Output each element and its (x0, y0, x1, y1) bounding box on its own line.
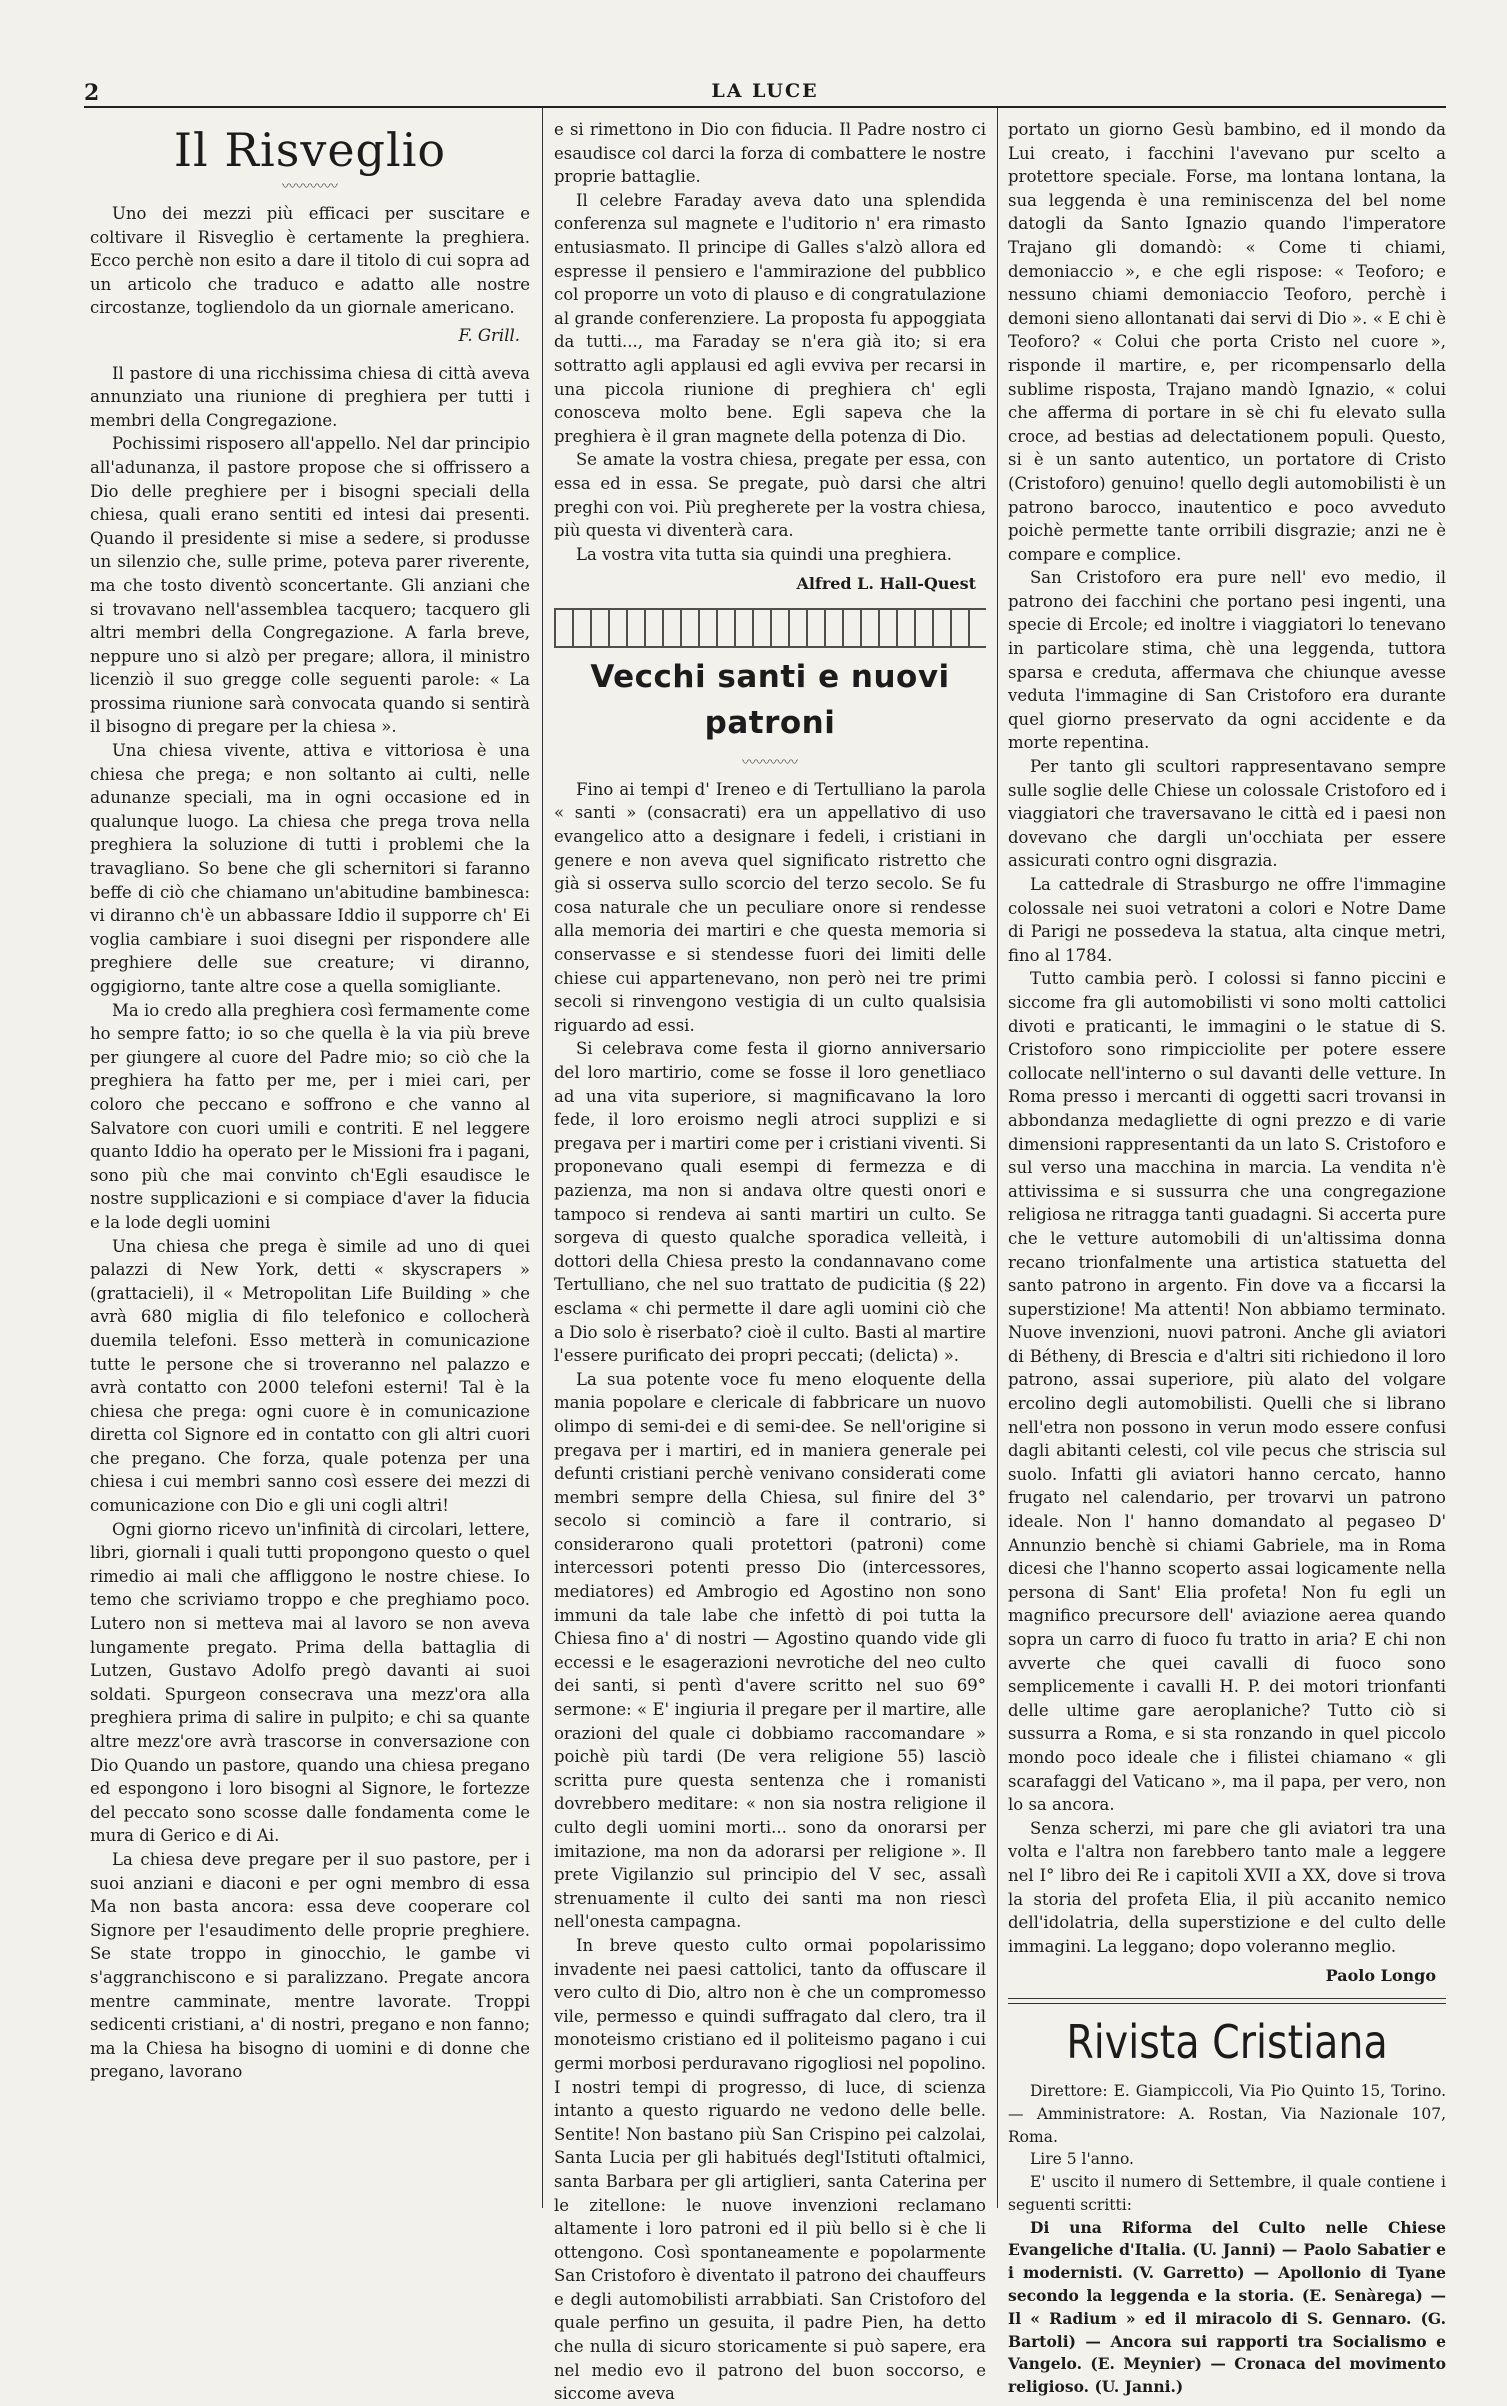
paragraph: Uno dei mezzi più efficaci per suscitare e coltivare il Risveglio è certamente la preghiera. Ecco perchè non esito a dare il titolo di cui sopra ad un articolo che traduco e adatto alle nostre circostanze, togliendolo da un giornale americano. (90, 204, 530, 318)
paragraph: Se amate la vostra chiesa, pregate per essa, con essa ed in essa. Se pregate, può darsi che altri preghi con voi. Più pregherete per la vostra chiesa, più questa vi diventerà cara. (554, 450, 986, 541)
paragraph: e si rimettono in Dio con fiducia. Il Padre nostro ci esaudisce col darci la forza di combattere le nostre proprie battaglie. (554, 120, 986, 187)
advert-line: Di una Riforma del Culto nelle Chiese Evangeliche d'Italia. (U. Janni) — Paolo Sabatier e i modernisti. (V. Garretto) — Apollonio di Tyane secondo la leggenda e la storia. (E. Senàrega) — Il « Radium » ed il miracolo di S. Gennaro. (G. Bartoli) — Ancora sui rapporti tra Socialismo e Vangelo. (E. Meynier) — Cronaca del movimento religioso. (U. Janni.) (1008, 2217, 1446, 2397)
advert-line: Direttore: E. Giampiccoli, Via Pio Quinto 15, Torino. — Amministratore: A. Rostan, Via Nazionale 107, Roma. (1008, 2081, 1446, 2146)
paragraph: Senza scherzi, mi pare che gli aviatori tra una volta e l'altra non farebbero tanto male a leggere nel I° libro dei Re i capitoli XVII a XX, dove si trova la storia del profeta Elia, il più accanito nemico dell'idolatria, della superstizione e del culto delle immagini. La leggano; dopo voleranno meglio. (1008, 1818, 1446, 1956)
column-3 (1008, 118, 1446, 2397)
paragraph: La cattedrale di Strasburgo ne offre l'immagine colossale nei suoi vetratoni a colori e Notre Dame di Parigi ne possedeva la statua, alta cinque metri, fino al 1784. (1008, 875, 1446, 965)
paragraph: In breve questo culto ormai popolarissimo invadente nei paesi cattolici, tanto da offuscare il vero culto di Dio, altro non è che un compromesso vile, permesso e quindi suffragato dal clero, tra il monoteismo cristiano ed il politeismo pagano i cui germi morbosi perduravano rigogliosi nel popolino. I nostri tempi di progresso, di luce, di scienza intanto a questo riguardo ne vedono delle belle. Sentite! Non bastano più San Crispino pei calzolai, Santa Lucia per gli habitués degl'Istituti oftalmici, santa Barbara per gli artiglieri, santa Caterina per le zitellone: le nuove invenzioni reclamano altamente i loro patroni ed il più bello si è che li ottengono. Così spontaneamente e popolarmente San Cristoforo è diventato il patrono dei chauffeurs e degli automobilisti arrabbiati. San Cristoforo del quale perfino un gesuita, il padre Pien, ha detto che nulla di sicuro storicamente si può sapere, era nel medio evo il patrono del buon soccorso, e siccome aveva (554, 1935, 986, 2404)
paragraph: portato un giorno Gesù bambino, ed il mondo da Lui creato, i facchini l'avevano pur scelto a protettore speciale. Forse, ma lontana lontana, la sua leggenda è una reminiscenza del bel nome datogli da Santo Ignazio quando l'imperatore Trajano gli domandò: « Come ti chiami, demoniaccio », e che egli rispose: « Teoforo; e nessuno chiami demoniaccio Teoforo, perchè i demoni sieno allontanati dai servi di Dio ». « E chi è Teoforo? « Colui che porta Cristo nel cuore », risponde il martire, e, per ricompensarlo della sublime risposta, Trajano mandò Ignazio, « colui che afferma di portare in sè chi fu elevato sulla croce, ad bestias ad delectationem populi. Questo, si è un santo autentico, un portatore di Cristo (Cristoforo) genuino! quello degli automobilisti è un patrono barocco, inautentico e poco avveduto poichè permette tante orribili disgrazie; anzi ne è compare e complice. (1008, 120, 1446, 564)
paragraph: Fino ai tempi d' Ireneo e di Tertulliano la parola « santi » (consacrati) era un appellativo di uso evangelico atto a designare i fedeli, i cristiani in genere e non aveva quel significato ristretto che già si osserva sullo scorcio del terzo secolo. Se fu cosa naturale che un peculiare onore si rendesse alla memoria dei martiri e che questa memoria si conservasse e si stendesse fuori dei limiti delle chiese cui appartenevano, non però nei tre primi secoli si rinvengono vestigia di un culto qualsisia riguardo ad essi. (554, 779, 986, 1035)
article-title: Il Risveglio (173, 123, 447, 177)
paragraph: La chiesa deve pregare per il suo pastore, per i suoi anziani e diaconi e per ogni membro di essa Ma non basta ancora: essa deve cooperare col Signore per l'esaudimento delle proprie preghiere. Se state troppo in ginocchio, le gambe vi s'aggranchiscono e si paralizzano. Pregate ancora mentre camminate, mentre lavorate. Troppi sedicenti cristiani, a' di nostri, pregano e non fanno; ma la Chiesa ha bisogno di uomini e di donne che pregano, lavorano (90, 1849, 530, 2082)
column-1 (90, 118, 530, 2203)
article-signature: Alfred L. Hall-Quest (796, 574, 976, 594)
paragraph: La vostra vita tutta sia quindi una preghiera. (576, 544, 953, 564)
paragraph: La sua potente voce fu meno eloquente della mania popolare e clericale di fabbricare un nuovo olimpo di semi-dei e di semi-dee. Se nell'origine si pregava per i martiri, ed in maniera generale pei defunti cristiani perchè venivano considerati come membri sempre della Chiesa, sul finire del 3° secolo si cominciò a fare il contrario, si considerarono quali protettori (patroni) come intercessori potenti presso Dio (intercessores, mediatores) ed Ambrogio ed Agostino non sono immuni da tale labe che infettò di poi tutta la Chiesa fino a' di nostri — Agostino quando vide gli eccessi e le esagerazioni nevrotiche del neo culto dei santi, si pentì d'avere scritto nel suo 69° sermone: « E' ingiuria il pregare per il martire, alle orazioni del quale ci dobbiamo raccomandare » poichè più tardi (De vera religione 55) lasciò scritta pure questa sentenza che i romanisti dovrebbero meditare: « non sia nostra religione il culto degli uomini morti... sono da onorarsi per imitazione, ma non da adorarsi per religione ». Il prete Vigilanzio sul principio del V sec, assalì strenuamente il culto dei santi ma non riescì nell'onesta campagna. (554, 1369, 986, 1932)
advert-line: E' uscito il numero di Settembre, il quale contiene i seguenti scritti: (1008, 2173, 1446, 2214)
title-ornament: 〰〰〰〰 (282, 179, 338, 195)
section-divider (1008, 1998, 1446, 1999)
paragraph: Il pastore di una ricchissima chiesa di città aveva annunziato una riunione di preghiera per tutti i membri della Congregazione. (90, 363, 530, 430)
advert-title: Rivista Cristiana (1066, 2014, 1388, 2069)
paragraph: Ma io credo alla preghiera così fermamente come ho sempre fatto; io so che quella è la via più breve per giungere al cuore del Padre mio; so ciò che la preghiera ha fatto per me, per i miei cari, per coloro che peccano e soffrono e che vanno al Salvatore con cuori umili e contriti. E nel leggere quanto Iddio ha operato per le Missioni fra i pagani, sono più che mai convinto ch'Egli esaudisce le nostre supplicazioni e si compiace d'aver la fiducia e la lode degli uomini (90, 1000, 530, 1232)
page-header (84, 78, 1446, 108)
paragraph: Tutto cambia però. I colossi si fanno piccini e siccome fra gli automobilisti vi sono molti cattolici divoti e praticanti, le immagini o le statue di S. Cristoforo sono rimpicciolite per potere essere collocate nell'interno o sul davanti delle vetture. In Roma presso i mercanti di oggetti sacri trovansi in abbondanza medagliette di ogni prezzo e di varie dimensioni rappresentanti da un lato S. Cristoforo e sul verso una macchina in marcia. La vendita n'è attivissima e si sussurra che una congregazione religiosa ne ritragga tanti guadagni. Si accerta pure che le vetture automobili di un'altissima donna recano trionfalmente una artistica statuetta del santo patrono in argento. Fin dove va a ficcarsi la superstizione! Ma attenti! Non abbiamo terminato. Nuove invenzioni, nuovi patroni. Anche gli aviatori di Bétheny, di Brescia e d'altri siti richiedono il loro patrono, assai superiore, più alato del volgare ercolino degli automobilisti. Quelli che si librano nell'etra non possono in verun modo essere confusi dagli abitanti celesti, col vile pecus che striscia sul suolo. Infatti gli aviatori hanno cercato, hanno frugato nel calendario, per trovarvi un patrono ideale. Non l' hanno domandato al pegaseo D' Annunzio benchè si chiami Gabriele, ma in Roma dicesi che l'hanno scoperto assai logicamente nella persona di Sant' Elia profeta! Non fu egli un magnifico precursore dell' aviazione aerea quando sopra un carro di fuoco fu tratto in aria? E chi non avverte che quei cavalli di fuoco sono semplicemente i cavalli H. P. dei motori trionfanti delle ultime gare aeroplaniche? Tutto ciò si sussurra a Roma, e si sta ronzando in quel piccolo mondo poco ideale che i filistei chiamano « gli scarafaggi del Vaticano », ma il papa, per vero, non lo sa ancora. (1008, 969, 1446, 1815)
section-divider (1008, 2003, 1446, 2004)
paragraph: San Cristoforo era pure nell' evo medio, il patrono dei facchini che portano pesi ingenti, una specie di Ercole; ed inoltre i viaggiatori lo tenevano in particolare stima, chè una leggenda, tuttora sparsa e creduta, affermava che chiunque avesse veduta l'immagine di San Cristoforo era durante quel giorno preservato da ogni accidente e da morte repentina. (1008, 568, 1446, 753)
column-2 (554, 118, 986, 2404)
advert-line: Lire 5 l'anno. (1030, 2150, 1134, 2169)
title-ornament: 〰〰〰〰 (742, 754, 798, 771)
running-head: LA LUCE (711, 80, 819, 102)
article-signature: F. Grill. (458, 325, 520, 345)
decorative-border (554, 608, 986, 648)
paragraph: Per tanto gli scultori rappresentavano sempre sulle soglie delle Chiese un colossale Cristoforo ed i viaggiatori che traversavano le città ed i paesi non dovevano che dargli un'occhiata per essere assicurati contro ogni disgrazia. (1008, 757, 1446, 871)
article-signature: Paolo Longo (1325, 1966, 1436, 1986)
paragraph: Il celebre Faraday aveva dato una splendida conferenza sul magnete e l'uditorio n' era rimasto entusiasmato. Il principe di Galles s'alzò allora ed espresse il pensiero e l'ammirazione del pubblico col proporre un voto di plauso e di congratulazione al grande conferenziere. La proposta fu appoggiata da tutti..., ma Faraday se n'era già ito; si era sottratto agli applausi ed agli evviva per recarsi in una piccola riunione di preghiera ch' egli conosceva molto bene. Egli sapeva che la preghiera è il gran magnete della potenza di Dio. (554, 190, 986, 446)
column-rule (997, 108, 998, 2208)
paragraph: Si celebrava come festa il giorno anniversario del loro martirio, come se fosse il loro genetliaco ad una vita superiore, si magnificavano la loro fede, il loro eroismo negli atroci supplizi e si pregava per i martiri come per i cristiani viventi. Si proponevano quali esempi di fermezza e di pazienza, ma non si andava oltre questi onori e tampoco si rendeva ai santi martiri un culto. Se sorgeva di questo qualche sporadica velleità, i dottori della Chiesa presto la condannavano come Tertulliano, che nel suo trattato de pudicitia (§ 22) esclama « chi permette il dare agli uomini ciò che a Dio solo è riserbato? cioè il culto. Basti al martire l'essere purificato dei propri peccati; (delicta) ». (554, 1039, 986, 1366)
page-number: 2 (84, 80, 100, 106)
article-title: Vecchi santi e nuovi patroni (590, 658, 950, 741)
paragraph: Una chiesa vivente, attiva e vittoriosa è una chiesa che prega; e non soltanto ai culti, nelle adunanze speciali, ma in ogni occasione ed in qualunque luogo. La chiesa che prega trova nella preghiera la soluzione di tutti i problemi che la travagliano. So bene che gli schernitori si faranno beffe di ciò che chiamano un'abitudine bambinesca: vi diranno ch'è un abbassare Iddio il supporre ch' Ei voglia cambiare i suoi disegni per rispondere alle preghiere delle sue creature; vi diranno, oggigiorno, tante altre cose a quella somigliante. (90, 741, 530, 996)
paragraph: Una chiesa che prega è simile ad uno di quei palazzi di New York, detti « skyscrapers » (grattacieli), il « Metropolitan Life Building » che avrà 680 miglia di filo telefonico e collocherà duemila telefoni. Esso metterà in comunicazione tutte le persone che si troveranno nel palazzo e avrà contatto con 2000 telefoni esterni! Tal è la chiesa che prega: ogni cuore è in comunicazione diretta col Signore ed in contatto con gli altri cuori che pregano. Che forza, quale potenza per una chiesa i cui membri sanno così essere dei mezzi di comunicazione con Dio e gli uni cogli altri! (90, 1236, 530, 1516)
paragraph: Ogni giorno ricevo un'infinità di circolari, lettere, libri, giornali i quali tutti propongono questo o quel rimedio ai mali che affliggono le nostre chiese. Io temo che scriviamo troppo e che preghiamo poco. Lutero non si metteva mai al lavoro se non aveva lungamente pregato. Prima della battaglia di Lutzen, Gustavo Adolfo pregò davanti ai suoi soldati. Spurgeon consecrava una mezz'ora alla preghiera prima di salire in pulpito; e chi sa quante altre mezz'ore avrà trascorse in conversazione con Dio Quando un pastore, quando una chiesa pregano ed espongono i loro bisogni al Signore, le fortezze del peccato sono scosse dalle fondamenta come le mura di Gerico e di Ai. (90, 1519, 530, 1846)
paragraph: Pochissimi risposero all'appello. Nel dar principio all'adunanza, il pastore propose che si offrissero a Dio delle preghiere per i bisogni speciali della chiesa, quali erano sentiti ed intesi dai presenti. Quando il presidente si mise a sedere, si produsse un silenzio che, sulle prime, poteva parer riverente, ma che tosto diventò sconcertante. Gli anziani che si trovavano nell'assemblea tacquero; tacquero gli altri membri della Congregazione. A farla breve, neppure uno si alzò per pregare; allora, il ministro licenziò il suo gregge colle seguenti parole: « La prossima riunione sarà convocata quando si sentirà il bisogno di pregare per la chiesa ». (90, 434, 530, 737)
column-rule (542, 108, 543, 2208)
